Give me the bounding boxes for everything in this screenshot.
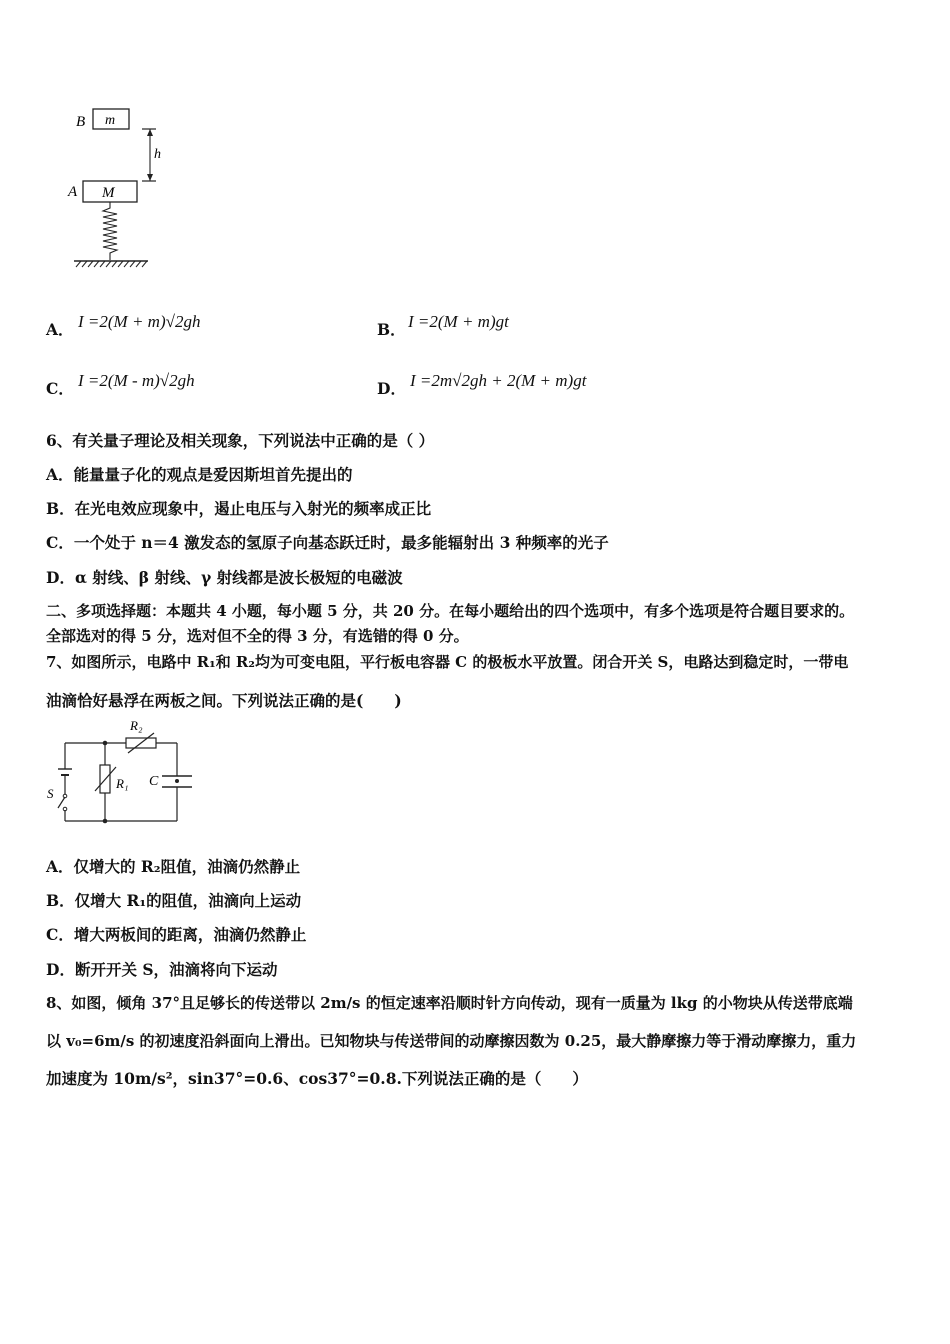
q8-stem-line1: 8、如图，倾角 37°且足够长的传送带以 2m/s 的恒定速率沿顺时针方向传动，现有一质量为 lkg 的小物块从传送带底端 xyxy=(46,994,853,1012)
spring-block-figure xyxy=(66,100,186,275)
section2-line1: 二、多项选择题：本题共 4 小题，每小题 5 分，共 20 分。在每小题给出的四个选项中，有多个选项是符合题目要求的。 xyxy=(46,602,855,620)
q7-option-b[interactable]: B．仅增大 R₁的阻值，油滴向上运动 xyxy=(46,891,302,910)
oil-drop xyxy=(175,779,179,783)
option-b[interactable] xyxy=(377,318,406,340)
label-S: S xyxy=(47,786,54,801)
q7-option-d[interactable]: D．断开开关 S，油滴将向下运动 xyxy=(46,960,278,979)
q6-stem: 6、有关量子理论及相关现象，下列说法中正确的是（ ） xyxy=(46,431,435,450)
spring xyxy=(103,202,117,260)
q6-option-b[interactable]: B．在光电效应现象中，遏止电压与入射光的频率成正比 xyxy=(46,499,432,518)
option-a[interactable] xyxy=(46,318,74,340)
label-R1: R₁ xyxy=(116,776,129,791)
q6-option-a[interactable]: A．能量量子化的观点是爱因斯坦首先提出的 xyxy=(46,465,353,484)
q6-option-d[interactable]: D．α 射线、β 射线、γ 射线都是波长极短的电磁波 xyxy=(46,568,403,587)
option-d-formula: I =2m√2gh + 2(M + m)gt xyxy=(410,371,587,390)
q7-stem-line1: 7、如图所示，电路中 R₁和 R₂均为可变电阻，平行板电容器 C 的极板水平放置。闭合开关 S，电路达到稳定时，一带电 xyxy=(46,653,849,671)
section2-line2: 全部选对的得 5 分，选对但不全的得 3 分，有选错的得 0 分。 xyxy=(46,627,469,645)
option-d[interactable] xyxy=(377,377,406,399)
option-c-label: C． xyxy=(46,379,74,398)
label-C: C xyxy=(149,774,159,789)
option-b-formula: I =2(M + m)gt xyxy=(408,312,509,331)
option-d-label: D． xyxy=(377,379,406,398)
option-a-formula: I =2(M + m)√2gh xyxy=(78,312,201,331)
q8-stem-line3: 加速度为 10m/s²，sin37°=0.6、cos37°=0.8.下列说法正确的是（ ） xyxy=(46,1069,588,1088)
option-c-formula: I =2(M - m)√2gh xyxy=(78,371,195,390)
q6-option-c[interactable]: C．一个处于 n＝4 激发态的氢原子向基态跃迁时，最多能辐射出 3 种频率的光子 xyxy=(46,533,609,552)
label-M: M xyxy=(102,185,115,201)
option-c[interactable] xyxy=(46,377,74,399)
option-b-label: B． xyxy=(377,320,406,339)
label-R2: R₂ xyxy=(130,718,143,733)
option-a-label: A． xyxy=(46,320,74,339)
label-h: h xyxy=(154,147,161,162)
label-m: m xyxy=(105,113,116,128)
q7-option-c[interactable]: C．增大两板间的距离，油滴仍然静止 xyxy=(46,925,307,944)
circuit-figure xyxy=(44,715,204,830)
label-A: A xyxy=(68,184,78,200)
label-B: B xyxy=(76,114,86,130)
q7-stem-line2: 油滴恰好悬浮在两板之间。下列说法正确的是( ) xyxy=(46,691,402,710)
q8-stem-line2: 以 v₀=6m/s 的初速度沿斜面向上滑出。已知物块与传送带间的动摩擦因数为 0.25，最大静摩擦力等于滑动摩擦力，重力 xyxy=(46,1032,857,1050)
q7-option-a[interactable]: A．仅增大的 R₂阻值，油滴仍然静止 xyxy=(46,857,301,876)
